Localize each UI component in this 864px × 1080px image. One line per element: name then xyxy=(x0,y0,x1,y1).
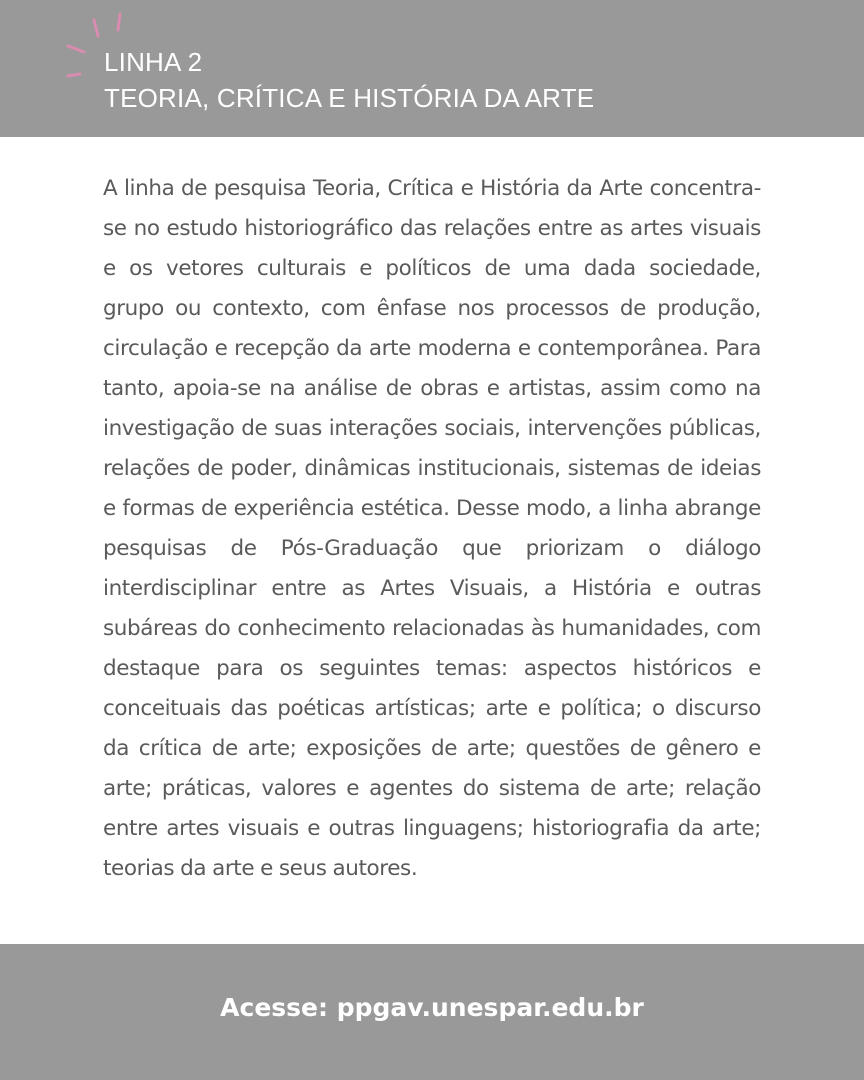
description-paragraph: A linha de pesquisa Teoria, Crítica e História da Arte concentra-se no estudo historiográfico das relações entre as artes visuais e os vetores culturais e políticos de uma dada sociedade, grupo ou contexto, com ênfase nos processos de produção, circulação e recepção da arte moderna e contemporânea. Para tanto, apoia-se na análise de obras e artistas, assim como na investigação de suas interações sociais, intervenções públicas, relações de poder, dinâmicas institucionais, sistemas de ideias e formas de experiência estética. Desse modo, a linha abrange pesquisas de Pós-Graduação que priorizam o diálogo interdisciplinar entre as Artes Visuais, a História e outras subáreas do conhecimento relacionadas às humanidades, com destaque para os seguintes temas: aspectos históricos e conceituais das poéticas artísticas; arte e política; o discurso da crítica de arte; exposições de arte; questões de gênero e arte; práticas, valores e agentes do sistema de arte; relação entre artes visuais e outras linguagens; historiografia da arte; teorias da arte e seus autores. xyxy=(103,176,761,881)
line-title: TEORIA, CRÍTICA E HISTÓRIA DA ARTE xyxy=(104,83,595,113)
website-link[interactable]: Acesse: ppgav.unespar.edu.br xyxy=(220,993,644,1022)
line-label: LINHA 2 xyxy=(104,47,203,77)
page-title xyxy=(104,44,594,116)
